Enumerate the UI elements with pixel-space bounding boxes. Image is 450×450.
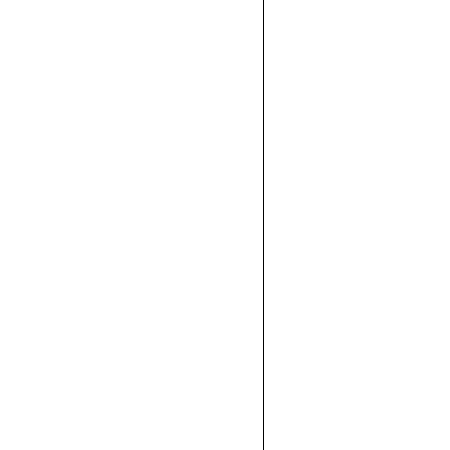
column-divider [263,0,264,450]
